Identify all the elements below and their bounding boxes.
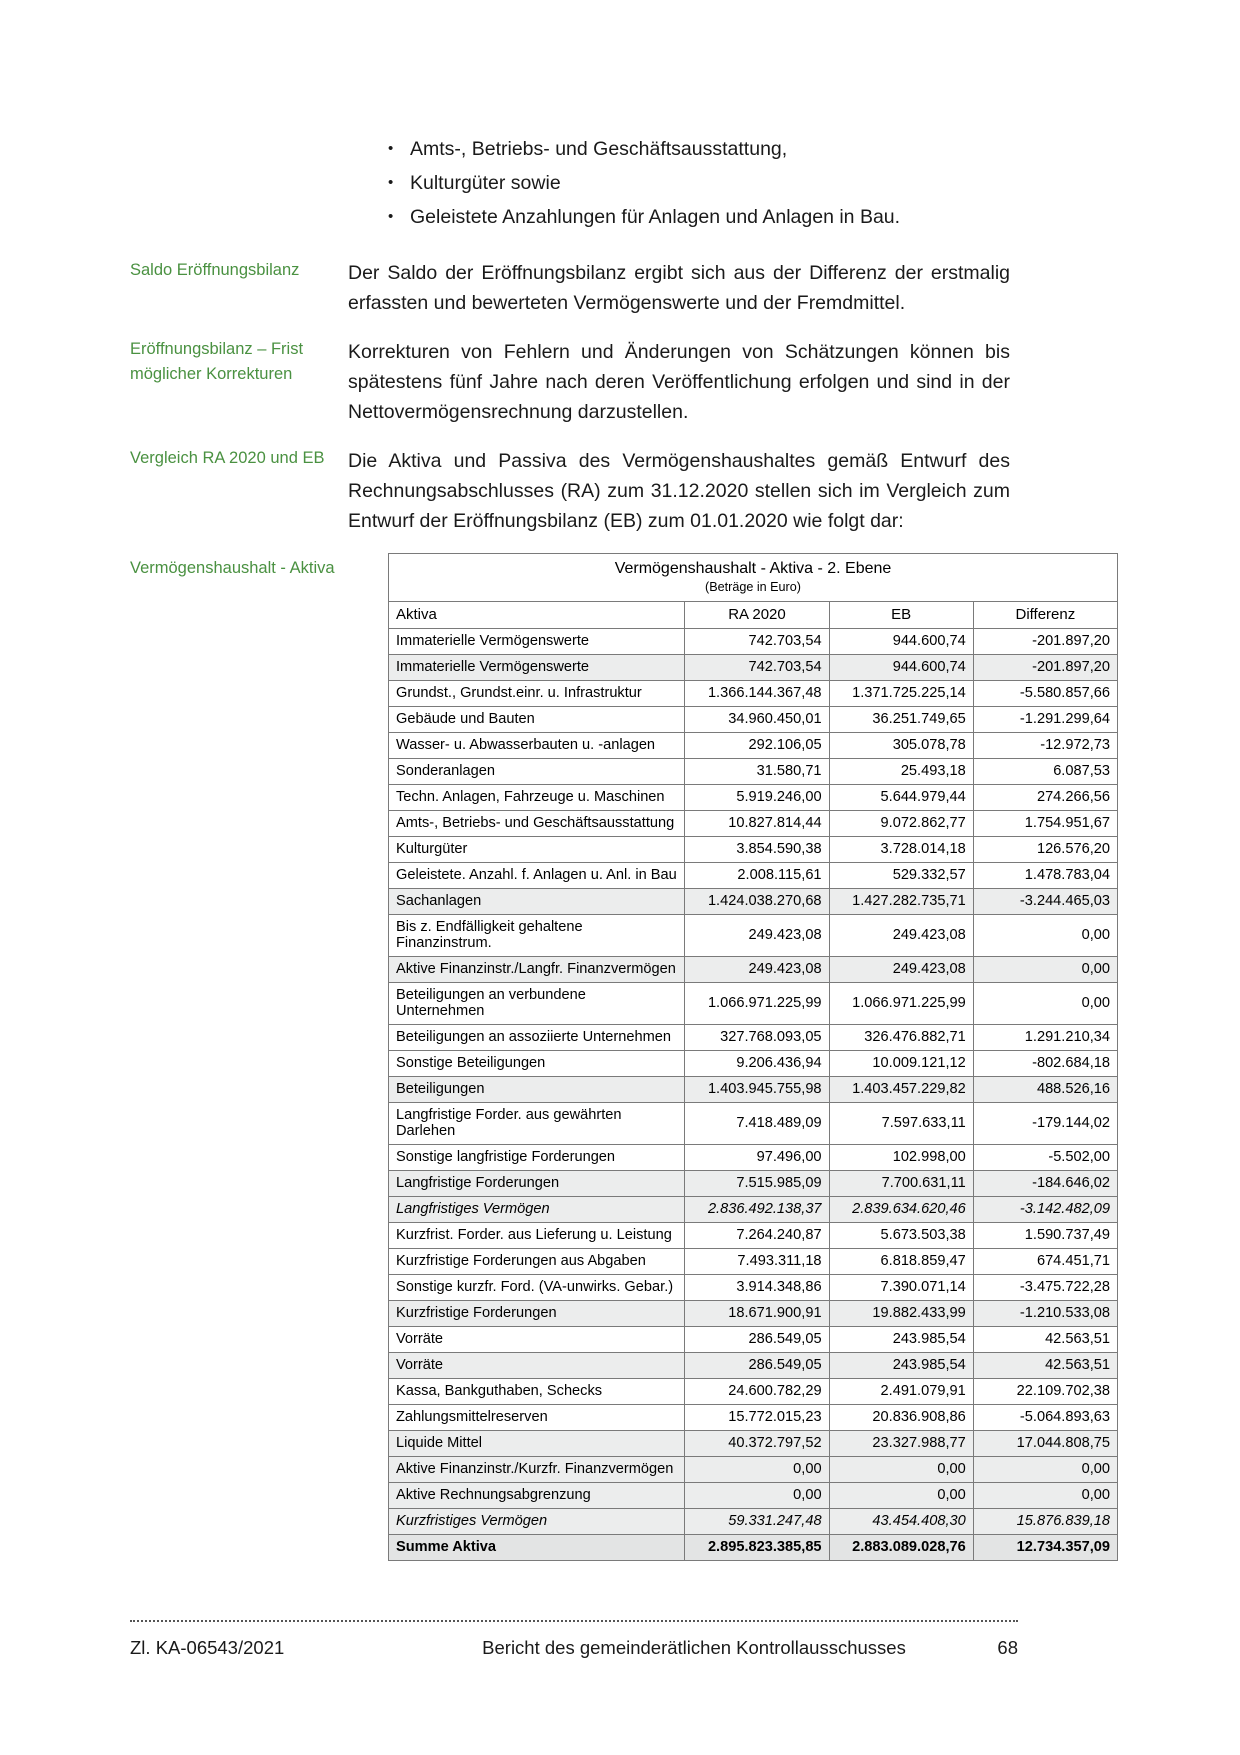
row-value: 42.563,51 xyxy=(973,1327,1117,1353)
row-value: 243.985,54 xyxy=(829,1353,973,1379)
row-value: 22.109.702,38 xyxy=(973,1379,1117,1405)
row-value: 274.266,56 xyxy=(973,785,1117,811)
margin-note: Vergleich RA 2020 und EB xyxy=(130,449,325,467)
column-header-eb: EB xyxy=(829,602,973,629)
table-row xyxy=(389,733,1118,759)
row-label: Amts-, Betriebs- und Geschäftsausstattung xyxy=(389,811,685,837)
column-header-ra2020: RA 2020 xyxy=(685,602,829,629)
row-value: 7.597.633,11 xyxy=(829,1103,973,1145)
section-vergleich-ra-eb xyxy=(130,446,1010,536)
row-label: Kurzfristige Forderungen aus Abgaben xyxy=(389,1249,685,1275)
table-row xyxy=(389,1353,1118,1379)
row-label: Beteiligungen an assoziierte Unternehmen xyxy=(389,1025,685,1051)
table-title-cell xyxy=(389,554,1118,602)
table-row xyxy=(389,1275,1118,1301)
footer-divider xyxy=(130,1620,1018,1622)
row-value: 126.576,20 xyxy=(973,837,1117,863)
row-value: 1.066.971.225,99 xyxy=(685,983,829,1025)
row-value: 2.491.079,91 xyxy=(829,1379,973,1405)
row-value: 5.919.246,00 xyxy=(685,785,829,811)
row-value: 0,00 xyxy=(685,1483,829,1509)
list-item-text: Amts-, Betriebs- und Geschäftsausstattung, xyxy=(410,138,788,160)
table-row xyxy=(389,1103,1118,1145)
row-value: 6.087,53 xyxy=(973,759,1117,785)
row-value: 0,00 xyxy=(973,1457,1117,1483)
margin-note: Saldo Eröffnungsbilanz xyxy=(130,261,300,279)
bullet-icon: • xyxy=(388,174,394,191)
row-value: 5.673.503,38 xyxy=(829,1223,973,1249)
table-row xyxy=(389,811,1118,837)
row-label: Kurzfristiges Vermögen xyxy=(389,1509,685,1535)
row-label: Langfristige Forder. aus gewährten Darlehen xyxy=(389,1103,685,1145)
row-value: 7.700.631,11 xyxy=(829,1171,973,1197)
table-title-row xyxy=(389,554,1118,602)
table-row xyxy=(389,889,1118,915)
body-paragraph: Der Saldo der Eröffnungsbilanz ergibt sich aus der Differenz der erstmalig erfassten und bewerteten Vermögenswerte und der Fremdmittel. xyxy=(348,262,1010,314)
row-value: 3.728.014,18 xyxy=(829,837,973,863)
margin-note: Vermögenshaushalt - Aktiva xyxy=(130,559,335,577)
list-item-text: Kulturgüter sowie xyxy=(410,172,561,194)
row-value: 327.768.093,05 xyxy=(685,1025,829,1051)
aktiva-table xyxy=(388,553,1118,1561)
table-row xyxy=(389,1077,1118,1103)
row-value: 20.836.908,86 xyxy=(829,1405,973,1431)
row-value: 25.493,18 xyxy=(829,759,973,785)
row-value: 2.836.492.138,37 xyxy=(685,1197,829,1223)
row-value: 249.423,08 xyxy=(829,957,973,983)
row-value: 18.671.900,91 xyxy=(685,1301,829,1327)
row-value: -179.144,02 xyxy=(973,1103,1117,1145)
row-label: Aktive Rechnungsabgrenzung xyxy=(389,1483,685,1509)
table-row xyxy=(389,1171,1118,1197)
column-header-aktiva: Aktiva xyxy=(389,602,685,629)
row-value: -5.502,00 xyxy=(973,1145,1117,1171)
row-value: 2.839.634.620,46 xyxy=(829,1197,973,1223)
table-row xyxy=(389,957,1118,983)
row-label: Langfristige Forderungen xyxy=(389,1171,685,1197)
row-label: Sonstige Beteiligungen xyxy=(389,1051,685,1077)
row-value: -184.646,02 xyxy=(973,1171,1117,1197)
table-row xyxy=(389,1145,1118,1171)
table-body xyxy=(389,554,1118,1561)
row-value: 0,00 xyxy=(973,1483,1117,1509)
row-value: 9.072.862,77 xyxy=(829,811,973,837)
row-value: 59.331.247,48 xyxy=(685,1509,829,1535)
row-value: 0,00 xyxy=(973,915,1117,957)
row-value: -12.972,73 xyxy=(973,733,1117,759)
row-value: -5.064.893,63 xyxy=(973,1405,1117,1431)
column-header-differenz: Differenz xyxy=(973,602,1117,629)
row-value: 742.703,54 xyxy=(685,629,829,655)
row-label: Immaterielle Vermögenswerte xyxy=(389,629,685,655)
row-label: Wasser- u. Abwasserbauten u. -anlagen xyxy=(389,733,685,759)
row-label: Techn. Anlagen, Fahrzeuge u. Maschinen xyxy=(389,785,685,811)
row-value: 1.291.210,34 xyxy=(973,1025,1117,1051)
row-value: 24.600.782,29 xyxy=(685,1379,829,1405)
row-value: 1.424.038.270,68 xyxy=(685,889,829,915)
row-value: -1.210.533,08 xyxy=(973,1301,1117,1327)
row-label: Sonstige kurzfr. Ford. (VA-unwirks. Gebar.) xyxy=(389,1275,685,1301)
row-value: -3.244.465,03 xyxy=(973,889,1117,915)
margin-note: Eröffnungsbilanz – Frist möglicher Korrekturen xyxy=(130,340,304,383)
body-paragraph: Korrekturen von Fehlern und Änderungen von Schätzungen können bis spätestens fünf Jahre nach deren Veröffentlichung erfolgen und sind in der Nettovermögensrechnung darzustellen. xyxy=(348,341,1010,423)
table-row xyxy=(389,681,1118,707)
row-value: 15.772.015,23 xyxy=(685,1405,829,1431)
row-value: 31.580,71 xyxy=(685,759,829,785)
table-row xyxy=(389,629,1118,655)
footer-page-number: 68 xyxy=(997,1637,1018,1658)
row-value: -5.580.857,66 xyxy=(973,681,1117,707)
row-value: 1.066.971.225,99 xyxy=(829,983,973,1025)
row-value: 34.960.450,01 xyxy=(685,707,829,733)
row-label: Langfristiges Vermögen xyxy=(389,1197,685,1223)
row-value: 0,00 xyxy=(973,983,1117,1025)
row-label: Gebäude und Bauten xyxy=(389,707,685,733)
list-item xyxy=(388,166,1008,200)
footer-title: Bericht des gemeinderätlichen Kontrollausschusses xyxy=(482,1637,906,1658)
row-value: 2.895.823.385,85 xyxy=(685,1535,829,1561)
row-value: 10.009.121,12 xyxy=(829,1051,973,1077)
row-value: 1.371.725.225,14 xyxy=(829,681,973,707)
row-label: Vorräte xyxy=(389,1327,685,1353)
row-label: Beteiligungen xyxy=(389,1077,685,1103)
row-value: 7.390.071,14 xyxy=(829,1275,973,1301)
row-label: Kassa, Bankguthaben, Schecks xyxy=(389,1379,685,1405)
row-value: 3.854.590,38 xyxy=(685,837,829,863)
table-row xyxy=(389,1457,1118,1483)
table-row xyxy=(389,1025,1118,1051)
row-value: 7.264.240,87 xyxy=(685,1223,829,1249)
row-label: Sachanlagen xyxy=(389,889,685,915)
row-label: Aktive Finanzinstr./Langfr. Finanzvermögen xyxy=(389,957,685,983)
row-value: -802.684,18 xyxy=(973,1051,1117,1077)
row-value: 7.493.311,18 xyxy=(685,1249,829,1275)
list-item xyxy=(388,200,1008,234)
row-value: 10.827.814,44 xyxy=(685,811,829,837)
row-label: Geleistete. Anzahl. f. Anlagen u. Anl. in Bau xyxy=(389,863,685,889)
row-value: 2.008.115,61 xyxy=(685,863,829,889)
row-value: 742.703,54 xyxy=(685,655,829,681)
list-item xyxy=(388,132,1008,166)
table-row xyxy=(389,915,1118,957)
row-label: Kurzfristige Forderungen xyxy=(389,1301,685,1327)
row-value: 1.427.282.735,71 xyxy=(829,889,973,915)
row-value: 944.600,74 xyxy=(829,655,973,681)
row-label: Kulturgüter xyxy=(389,837,685,863)
row-value: 5.644.979,44 xyxy=(829,785,973,811)
table-row xyxy=(389,1535,1118,1561)
list-item-text: Geleistete Anzahlungen für Anlagen und Anlagen in Bau. xyxy=(410,206,901,228)
bullet-list xyxy=(388,132,1008,234)
row-value: -3.475.722,28 xyxy=(973,1275,1117,1301)
row-value: 286.549,05 xyxy=(685,1327,829,1353)
table-row xyxy=(389,1249,1118,1275)
row-value: 1.403.457.229,82 xyxy=(829,1077,973,1103)
row-label: Summe Aktiva xyxy=(389,1535,685,1561)
table-title: Vermögenshaushalt - Aktiva - 2. Ebene xyxy=(614,560,892,577)
row-value: 9.206.436,94 xyxy=(685,1051,829,1077)
row-value: -3.142.482,09 xyxy=(973,1197,1117,1223)
row-value: 7.515.985,09 xyxy=(685,1171,829,1197)
row-value: 1.590.737,49 xyxy=(973,1223,1117,1249)
table-row xyxy=(389,1197,1118,1223)
table-row xyxy=(389,1431,1118,1457)
table-header-row xyxy=(389,602,1118,629)
table-row xyxy=(389,759,1118,785)
row-value: 1.478.783,04 xyxy=(973,863,1117,889)
row-value: 0,00 xyxy=(685,1457,829,1483)
row-value: 0,00 xyxy=(829,1483,973,1509)
row-value: 286.549,05 xyxy=(685,1353,829,1379)
table-row xyxy=(389,707,1118,733)
row-value: 0,00 xyxy=(829,1457,973,1483)
table-row xyxy=(389,837,1118,863)
row-value: 249.423,08 xyxy=(829,915,973,957)
table-row xyxy=(389,1483,1118,1509)
row-label: Aktive Finanzinstr./Kurzfr. Finanzvermögen xyxy=(389,1457,685,1483)
row-value: 1.754.951,67 xyxy=(973,811,1117,837)
row-value: -201.897,20 xyxy=(973,655,1117,681)
row-label: Kurzfrist. Forder. aus Lieferung u. Leistung xyxy=(389,1223,685,1249)
table-row xyxy=(389,1223,1118,1249)
row-value: 23.327.988,77 xyxy=(829,1431,973,1457)
row-value: 42.563,51 xyxy=(973,1353,1117,1379)
footer-reference: Zl. KA-06543/2021 xyxy=(130,1637,285,1658)
table-row xyxy=(389,1301,1118,1327)
table-row xyxy=(389,655,1118,681)
table-row xyxy=(389,785,1118,811)
row-label: Sonderanlagen xyxy=(389,759,685,785)
table-subtitle: (Beträge in Euro) xyxy=(705,580,801,594)
row-value: 97.496,00 xyxy=(685,1145,829,1171)
row-value: 17.044.808,75 xyxy=(973,1431,1117,1457)
row-value: 12.734.357,09 xyxy=(973,1535,1117,1561)
row-value: 19.882.433,99 xyxy=(829,1301,973,1327)
row-value: 7.418.489,09 xyxy=(685,1103,829,1145)
bullet-icon: • xyxy=(388,208,394,225)
row-label: Liquide Mittel xyxy=(389,1431,685,1457)
table-row xyxy=(389,1051,1118,1077)
table-row xyxy=(389,1379,1118,1405)
row-label: Zahlungsmittelreserven xyxy=(389,1405,685,1431)
row-value: -1.291.299,64 xyxy=(973,707,1117,733)
row-value: 1.366.144.367,48 xyxy=(685,681,829,707)
table-row xyxy=(389,1509,1118,1535)
row-value: 15.876.839,18 xyxy=(973,1509,1117,1535)
row-value: 944.600,74 xyxy=(829,629,973,655)
row-label: Grundst., Grundst.einr. u. Infrastruktur xyxy=(389,681,685,707)
section-saldo-eroeffnungsbilanz xyxy=(130,258,1010,318)
row-value: 102.998,00 xyxy=(829,1145,973,1171)
row-value: 2.883.089.028,76 xyxy=(829,1535,973,1561)
page-footer xyxy=(130,1637,1018,1659)
row-label: Vorräte xyxy=(389,1353,685,1379)
row-label: Immaterielle Vermögenswerte xyxy=(389,655,685,681)
row-value: 1.403.945.755,98 xyxy=(685,1077,829,1103)
table-row xyxy=(389,983,1118,1025)
row-value: 0,00 xyxy=(973,957,1117,983)
row-value: 249.423,08 xyxy=(685,957,829,983)
row-value: 249.423,08 xyxy=(685,915,829,957)
row-value: 40.372.797,52 xyxy=(685,1431,829,1457)
row-value: 3.914.348,86 xyxy=(685,1275,829,1301)
bullet-icon: • xyxy=(388,140,394,157)
row-value: 43.454.408,30 xyxy=(829,1509,973,1535)
row-label: Sonstige langfristige Forderungen xyxy=(389,1145,685,1171)
row-label: Beteiligungen an verbundene Unternehmen xyxy=(389,983,685,1025)
row-label: Bis z. Endfälligkeit gehaltene Finanzinstrum. xyxy=(389,915,685,957)
row-value: 292.106,05 xyxy=(685,733,829,759)
row-value: 674.451,71 xyxy=(973,1249,1117,1275)
aktiva-table-container xyxy=(388,553,1118,1561)
table-row xyxy=(389,863,1118,889)
row-value: 529.332,57 xyxy=(829,863,973,889)
body-paragraph: Die Aktiva und Passiva des Vermögenshaushaltes gemäß Entwurf des Rechnungsabschlusses (RA) zum 31.12.2020 stellen sich im Vergleich zum Entwurf der Eröffnungsbilanz (EB) zum 01.01.2020 wie folgt dar: xyxy=(348,450,1010,532)
row-value: 488.526,16 xyxy=(973,1077,1117,1103)
row-value: 243.985,54 xyxy=(829,1327,973,1353)
row-value: 305.078,78 xyxy=(829,733,973,759)
section-frist-korrekturen xyxy=(130,337,1010,427)
row-value: -201.897,20 xyxy=(973,629,1117,655)
table-row xyxy=(389,1327,1118,1353)
row-value: 6.818.859,47 xyxy=(829,1249,973,1275)
row-value: 326.476.882,71 xyxy=(829,1025,973,1051)
row-value: 36.251.749,65 xyxy=(829,707,973,733)
table-row xyxy=(389,1405,1118,1431)
